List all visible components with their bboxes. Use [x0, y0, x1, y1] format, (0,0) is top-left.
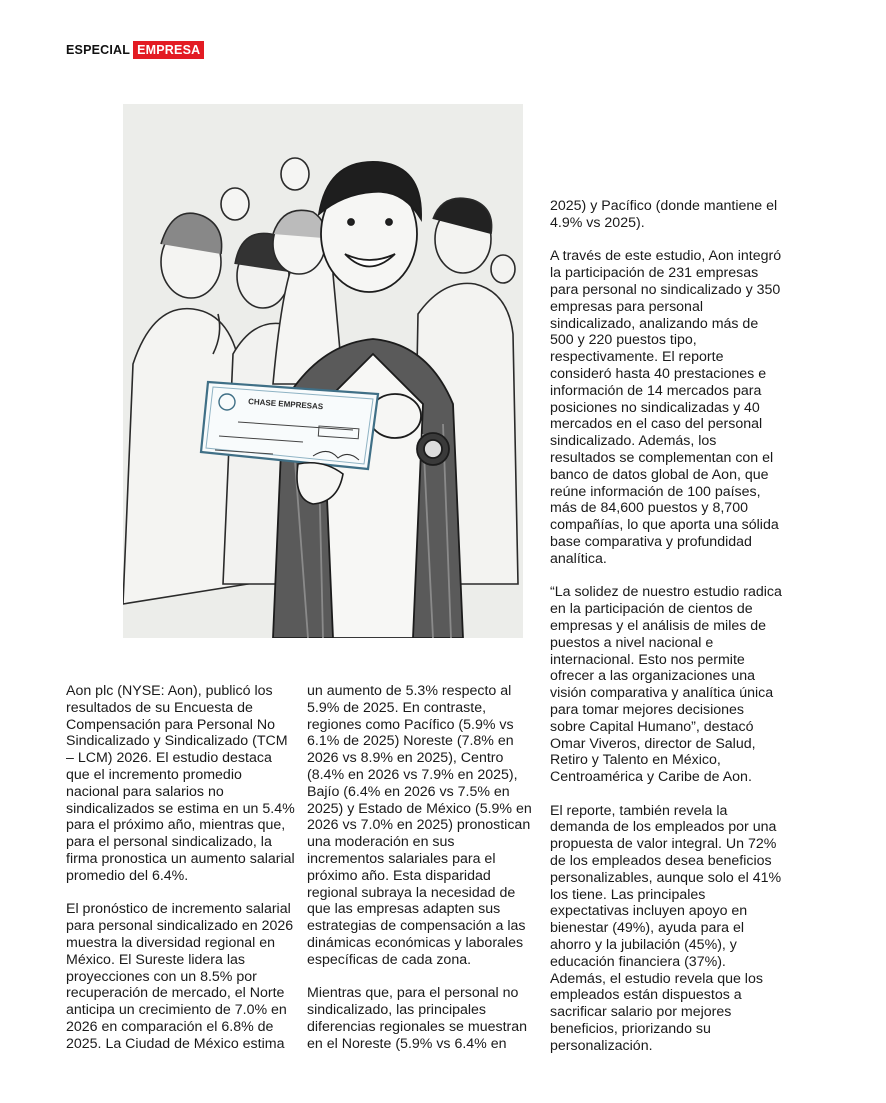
check-bank-name: CHASE EMPRESAS	[247, 397, 324, 412]
illustration-celebrating-people-with-check	[123, 104, 523, 638]
paragraph: El reporte, también revela la demanda de los empleados por una propuesta de valor integral. Un 72% de los empleados desea beneficios personalizables, aunque solo el 41% los tiene. Las principales expectativas incluyen apoyo en bienestar (49%), ayuda para el ahorro y la jubilación (45%), y educación financiera (37%). Además, el estudio revela que los empleados están dispuestos a sacrificar salario por mejores beneficios, priorizando su personalización.	[550, 802, 782, 1054]
article-column-3	[550, 198, 782, 1071]
paragraph: Mientras que, para el personal no sindicalizado, las principales diferencias regionales se muestran en el Noreste (5.9% vs 6.4% en	[307, 985, 528, 1052]
paragraph: Aon plc (NYSE: Aon), publicó los resultados de su Encuesta de Compensación para Personal No Sindicalizado y Sindicalizado (TCM – LCM) 2026. El estudio destaca que el incremento promedio nacional para salarios no sindicalizados se estima en un 5.4% para el próximo año, mientras que, para el personal sindicalizado, la firma pronostica un aumento salarial promedio del 6.4%.	[66, 683, 295, 884]
paragraph: 2025) y Pacífico (donde mantiene el 4.9% vs 2025).	[550, 198, 778, 231]
paragraph: A través de este estudio, Aon integró la participación de 231 empresas para personal no sindicalizado y 350 empresas para personal sindicalizado, analizando más de 500 y 220 puestos tipo, respectivamente. El reporte consideró hasta 40 prestaciones e información de 14 mercados para posiciones no sindicalizadas y 40 mercados en el caso del personal sindicalizado. Además, los resultados se complementan con el banco de datos global de Aon, que reúne información de 100 países, más de 84,600 puestos y 8,700 compañías, lo que aporta una sólida base comparativa y profundidad analítica.	[550, 248, 782, 567]
section-label-empresa: EMPRESA	[133, 41, 204, 59]
paragraph: El pronóstico de incremento salarial para personal sindicalizado en 2026 muestra la diversidad regional en México. El Sureste lidera las proyecciones con un 8.5% por recuperación de mercado, el Norte anticipa un crecimiento de 7.0% en 2026 en comparación el 6.8% de 2025. La Ciudad de México estima	[66, 901, 294, 1052]
quote-paragraph: “La solidez de nuestro estudio radica en la participación de cientos de empresas y el análisis de miles de puestos a nivel nacional e internacional. Esto nos permite ofrecer a las organizaciones una visión comparativa y analítica única para tomar mejores decisiones sobre Capital Humano”, destacó Omar Viveros, director de Salud, Retiro y Talento en México, Centroamérica y Caribe de Aon.	[550, 584, 782, 786]
article-column-2	[307, 683, 533, 1069]
illustration-drawing	[123, 104, 523, 638]
paragraph: un aumento de 5.3% respecto al 5.9% de 2025. En contraste, regiones como Pacífico (5.9% vs 6.1% de 2025) Noreste (7.8% en 2026 vs 8.9% en 2025), Centro (8.4% en 2026 vs 7.9% en 2025), Bajío (6.4% en 2026 vs 7.5% en 2025) y Estado de México (5.9% en 2026 vs 7.0% en 2025) pronostican una moderación en sus incrementos salariales para el próximo año. Esta disparidad regional subraya la necesidad de que las empresas adapten sus estrategias de compensación a las dinámicas económicas y laborales específicas de cada zona.	[307, 683, 532, 968]
section-header	[66, 40, 204, 59]
article-column-1	[66, 683, 298, 1069]
section-label-especial: ESPECIAL	[66, 42, 131, 57]
